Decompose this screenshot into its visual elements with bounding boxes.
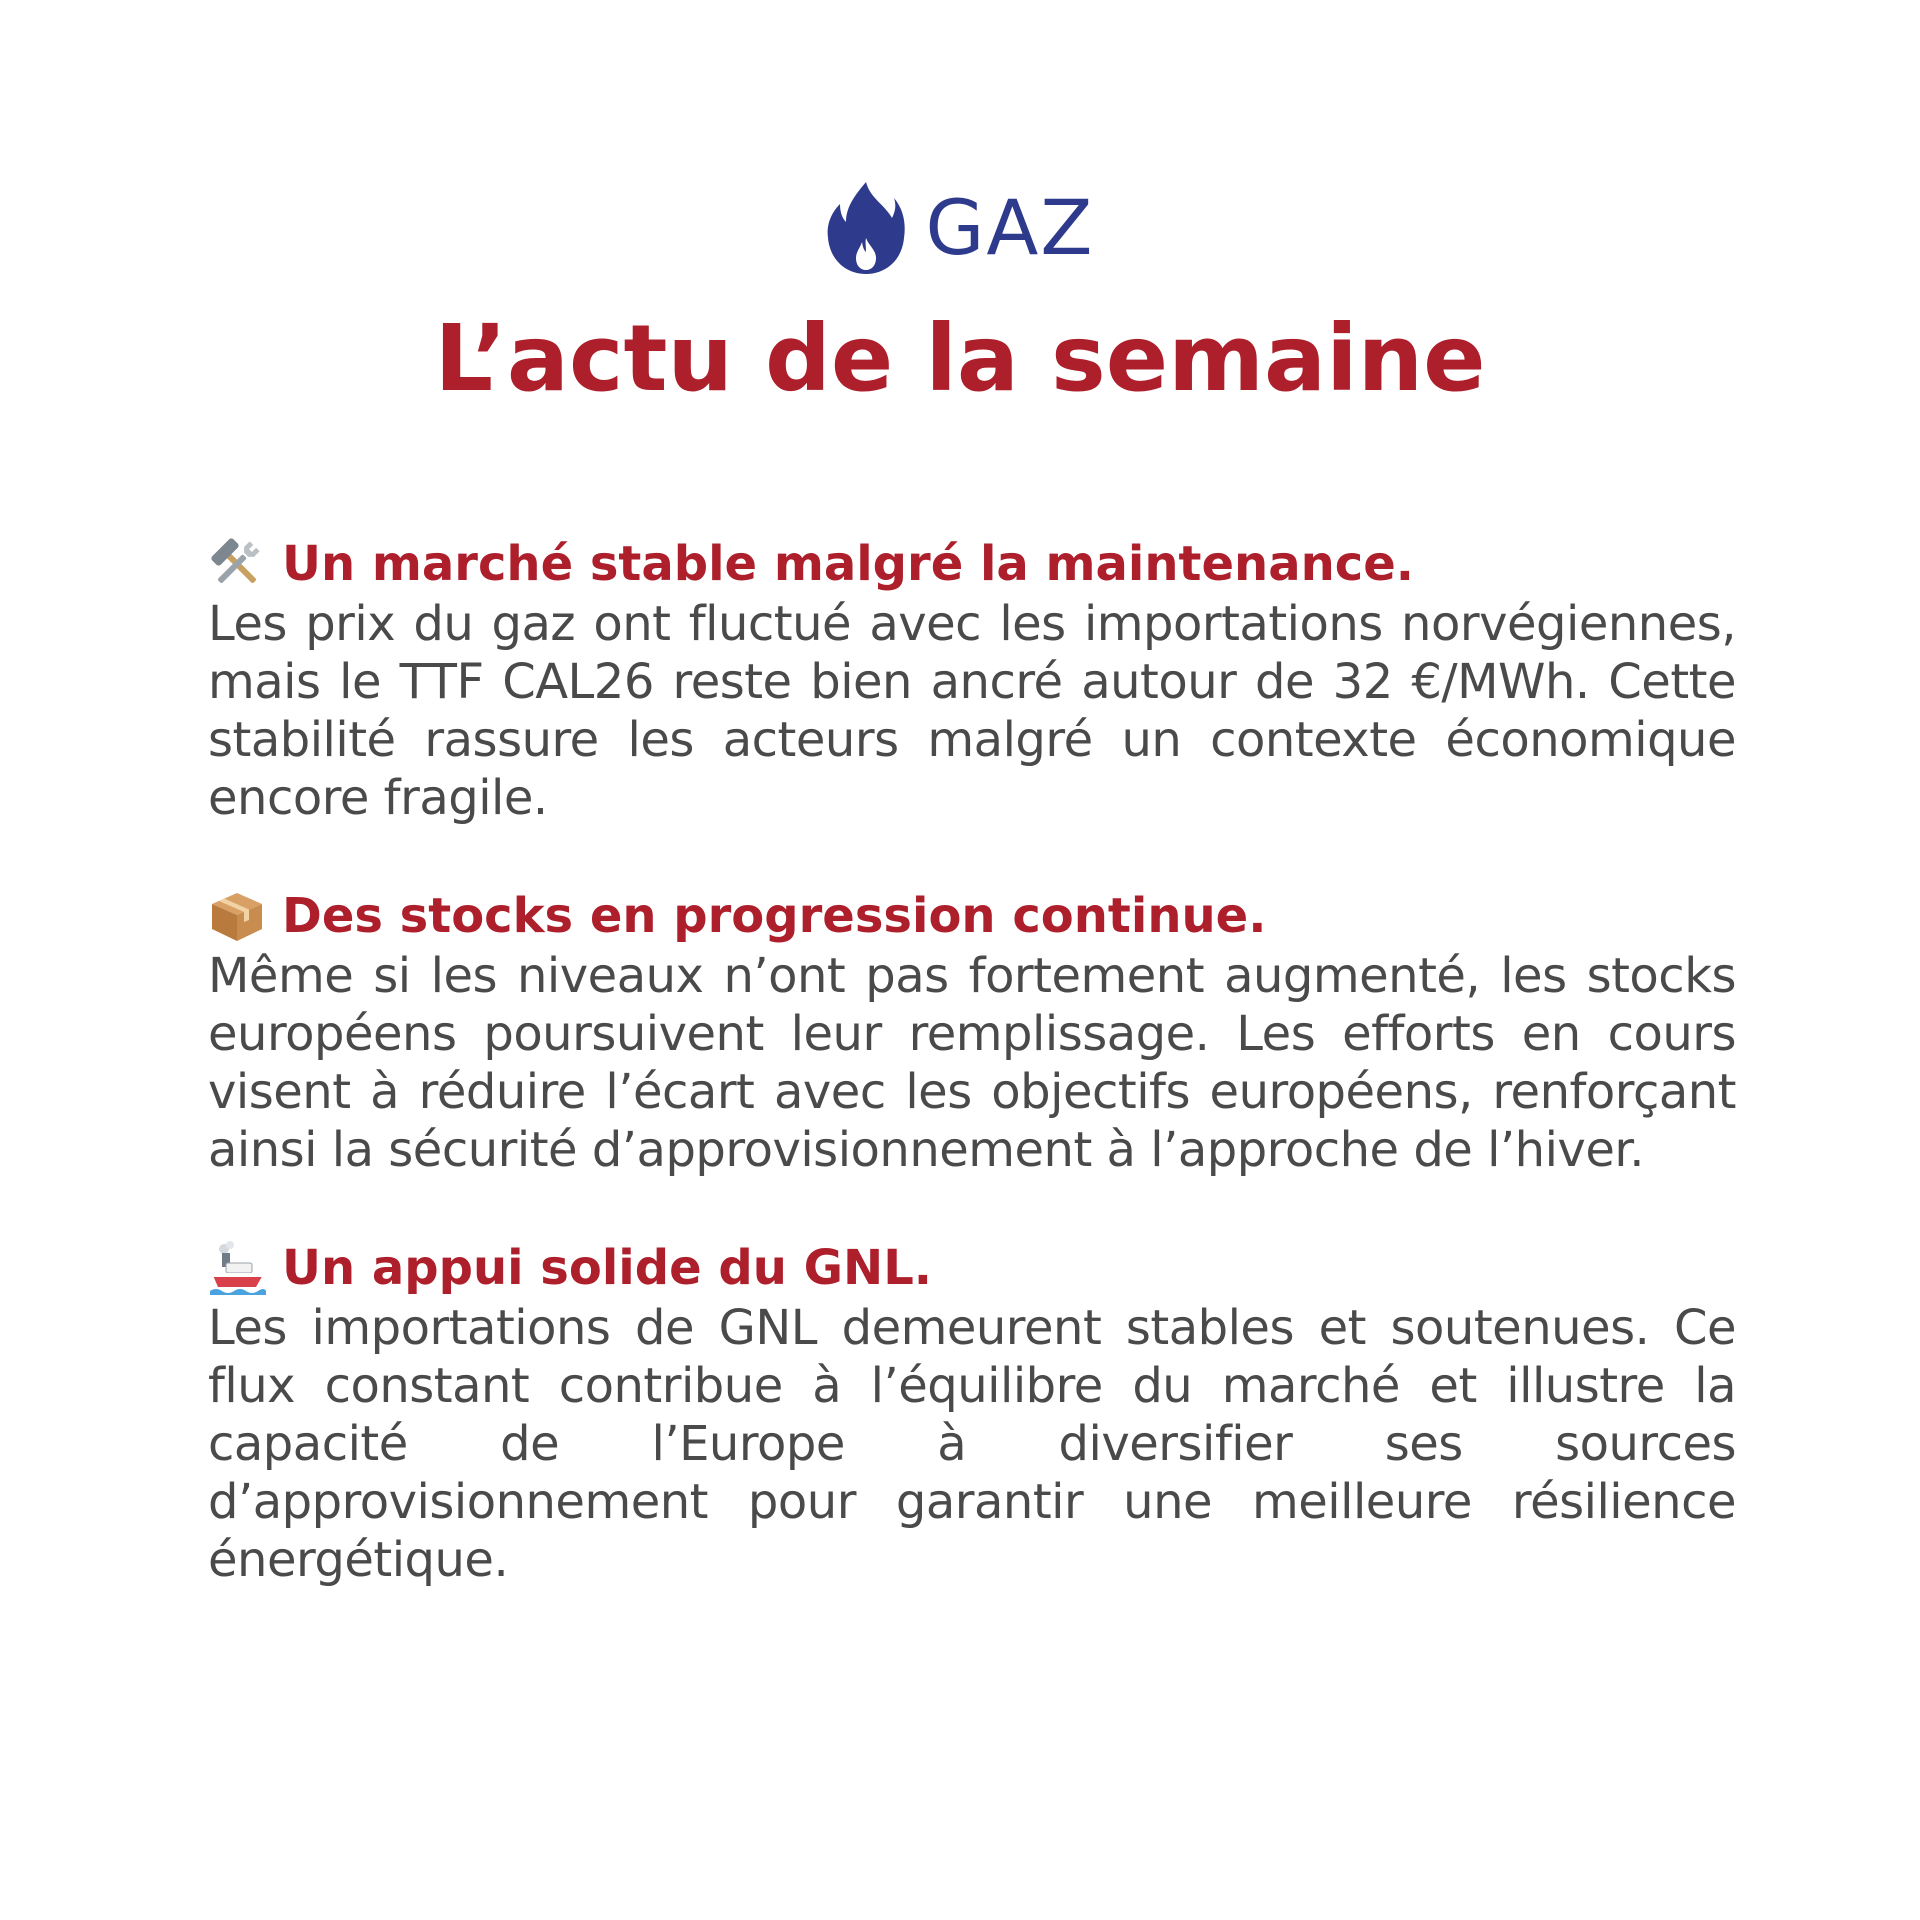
news-section-lng [208,1237,1736,1589]
ship-icon [208,1239,266,1297]
section-body: Les importations de GNL demeurent stables et soutenues. Ce flux constant contribue à l’équilibre du marché et illustre la capacité de l’Europe à diversifier ses sources d’approvisionnement pour garantir une meilleure résilience énergétique. [208,1300,1736,1588]
section-body: Les prix du gaz ont fluctué avec les importations norvégiennes, mais le TTF CAL26 reste bien ancré autour de 32 €/MWh. Cette stabilité rassure les acteurs malgré un contexte économique encore fragile. [208,596,1736,826]
section-header [208,885,1736,947]
news-section-stocks [208,885,1736,1179]
news-sections [208,533,1736,1647]
section-header [208,533,1736,595]
section-header [208,1237,1736,1299]
page-title: L’actu de la semaine [434,305,1486,412]
news-section-market [208,533,1736,827]
flame-icon [826,180,906,276]
section-title: Un appui solide du GNL. [282,1240,933,1296]
brand-header [0,180,1920,276]
tools-icon [208,535,266,593]
brand-label: GAZ [925,183,1095,272]
section-title: Des stocks en progression continue. [282,888,1267,944]
package-icon [208,887,266,945]
section-body: Même si les niveaux n’ont pas fortement augmenté, les stocks européens poursuivent leur remplissage. Les efforts en cours visent à réduire l’écart avec les objectifs européens, renforçant ainsi la sécurité d’approvisionnement à l’approche de l’hiver. [208,948,1736,1178]
section-title: Un marché stable malgré la maintenance. [282,536,1415,592]
